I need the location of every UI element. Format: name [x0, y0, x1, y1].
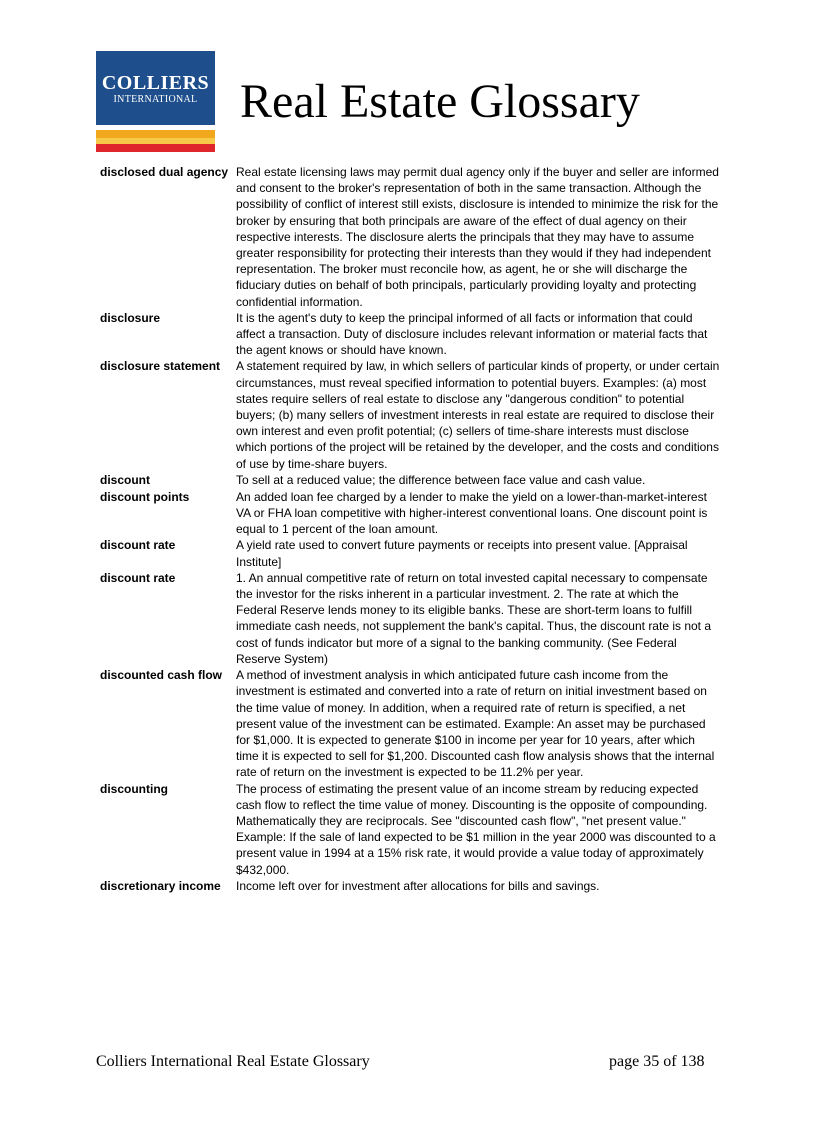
glossary-definition: The process of estimating the present value of an income stream by reducing expected cash flow to reflect the time value of money. Discounting is the opposite of compounding. Mathematically they are reciprocals. See "discounted cash flow", "net present value." Example: If the sale of land expected to be $1 million in the year 2000 was discounted to a present value in 1994 at a 15% risk rate, it would provide a value today of approximately $432,000. — [236, 781, 716, 877]
glossary-entry — [100, 310, 720, 359]
glossary-entry — [100, 489, 720, 538]
logo-stripe-orange — [96, 130, 215, 138]
logo-text-colliers: COLLIERS — [101, 72, 210, 94]
glossary-definition: Income left over for investment after allocations for bills and savings. — [236, 878, 600, 893]
logo-stripe-red — [96, 144, 215, 152]
glossary-definition: Real estate licensing laws may permit dual agency only if the buyer and seller are informed and consent to the broker's representation of both in the same transaction. Although the possibility of conflict of interest still exists, disclosure is intended to minimize the risk for the broker by ensuring that both principals are aware of the effect of dual agency on their respective interests. The disclosure alerts the principals that they may have to assume greater responsibility for protecting their interests than they would if they had independent representation. The broker must reconcile how, as agent, he or she will discharge the fiduciary duties on behalf of both principals, particularly providing loyalty and protecting confidential information. — [236, 165, 719, 309]
glossary-list — [100, 164, 720, 895]
glossary-entry — [100, 164, 720, 310]
glossary-term: disclosure — [100, 310, 161, 325]
glossary-definition: 1. An annual competitive rate of return on total invested capital necessary to compensate the investor for the risks inherent in a particular investment. 2. The rate at which the Federal Reserve lends money to its eligible banks. These are short-term loans to fulfill immediate cash needs, not supplement the bank's capital. Thus, the discount rate is not a cost of funds indicator but more of a signal to the banking community. (See Federal Reserve System) — [236, 570, 712, 666]
glossary-term: discount rate — [100, 570, 176, 585]
glossary-entry — [100, 537, 720, 569]
page-title: Real Estate Glossary — [240, 75, 640, 128]
footer-page-number: page 35 of 138 — [609, 1053, 705, 1070]
glossary-term: discount rate — [100, 538, 176, 553]
glossary-definition: A yield rate used to convert future payments or receipts into present value. [Appraisal Institute] — [236, 538, 688, 569]
glossary-term: discount — [100, 472, 150, 487]
glossary-entry — [100, 358, 720, 471]
logo-text-international: INTERNATIONAL — [113, 94, 198, 105]
glossary-entry — [100, 878, 720, 895]
glossary-term: discounted cash flow — [100, 668, 223, 683]
glossary-term: disclosure statement — [100, 359, 221, 374]
colliers-logo — [96, 51, 215, 152]
glossary-entry — [100, 570, 720, 667]
glossary-entry — [100, 667, 720, 780]
glossary-term: discretionary income — [100, 878, 221, 893]
glossary-definition: To sell at a reduced value; the difference between face value and cash value. — [236, 472, 646, 487]
glossary-term: discounting — [100, 781, 168, 796]
glossary-definition: A method of investment analysis in which anticipated future cash income from the investment is estimated and converted into a rate of return on initial investment based on the time value of money. In addition, when a required rate of return is specified, a net present value of the investment can be estimated. Example: An asset may be purchased for $1,000. It is expected to generate $100 in income per year for 10 years, after which time it is expected to sell for $1,200. Discounted cash flow analysis shows that the internal rate of return on the investment is expected to be 11.2% per year. — [236, 668, 715, 780]
glossary-definition: An added loan fee charged by a lender to make the yield on a lower-than-market-interest VA or FHA loan competitive with higher-interest conventional loans. One discount point is equal to 1 percent of the loan amount. — [236, 489, 708, 537]
glossary-entry — [100, 472, 720, 489]
glossary-term: discount points — [100, 489, 190, 504]
glossary-definition: A statement required by law, in which sellers of particular kinds of property, or under certain circumstances, must reveal specified information to potential buyers. Examples: (a) most states require sellers of real estate to disclose any "dangerous condition" to potential buyers; (b) many sellers of investment interests in real estate are required to disclose their own interest and even profit potential; (c) sellers of time-share interests must disclose which portions of the project will be retained by the developer, and the costs and conditions of use by time-share buyers. — [236, 359, 720, 471]
glossary-entry — [100, 781, 720, 878]
glossary-term: disclosed dual agency — [100, 165, 229, 179]
glossary-definition: It is the agent's duty to keep the principal informed of all facts or information that could affect a transaction. Duty of disclosure includes relevant information or material facts that the agent knows or should have known. — [236, 310, 708, 358]
footer-document-name: Colliers International Real Estate Glossary — [96, 1053, 370, 1070]
